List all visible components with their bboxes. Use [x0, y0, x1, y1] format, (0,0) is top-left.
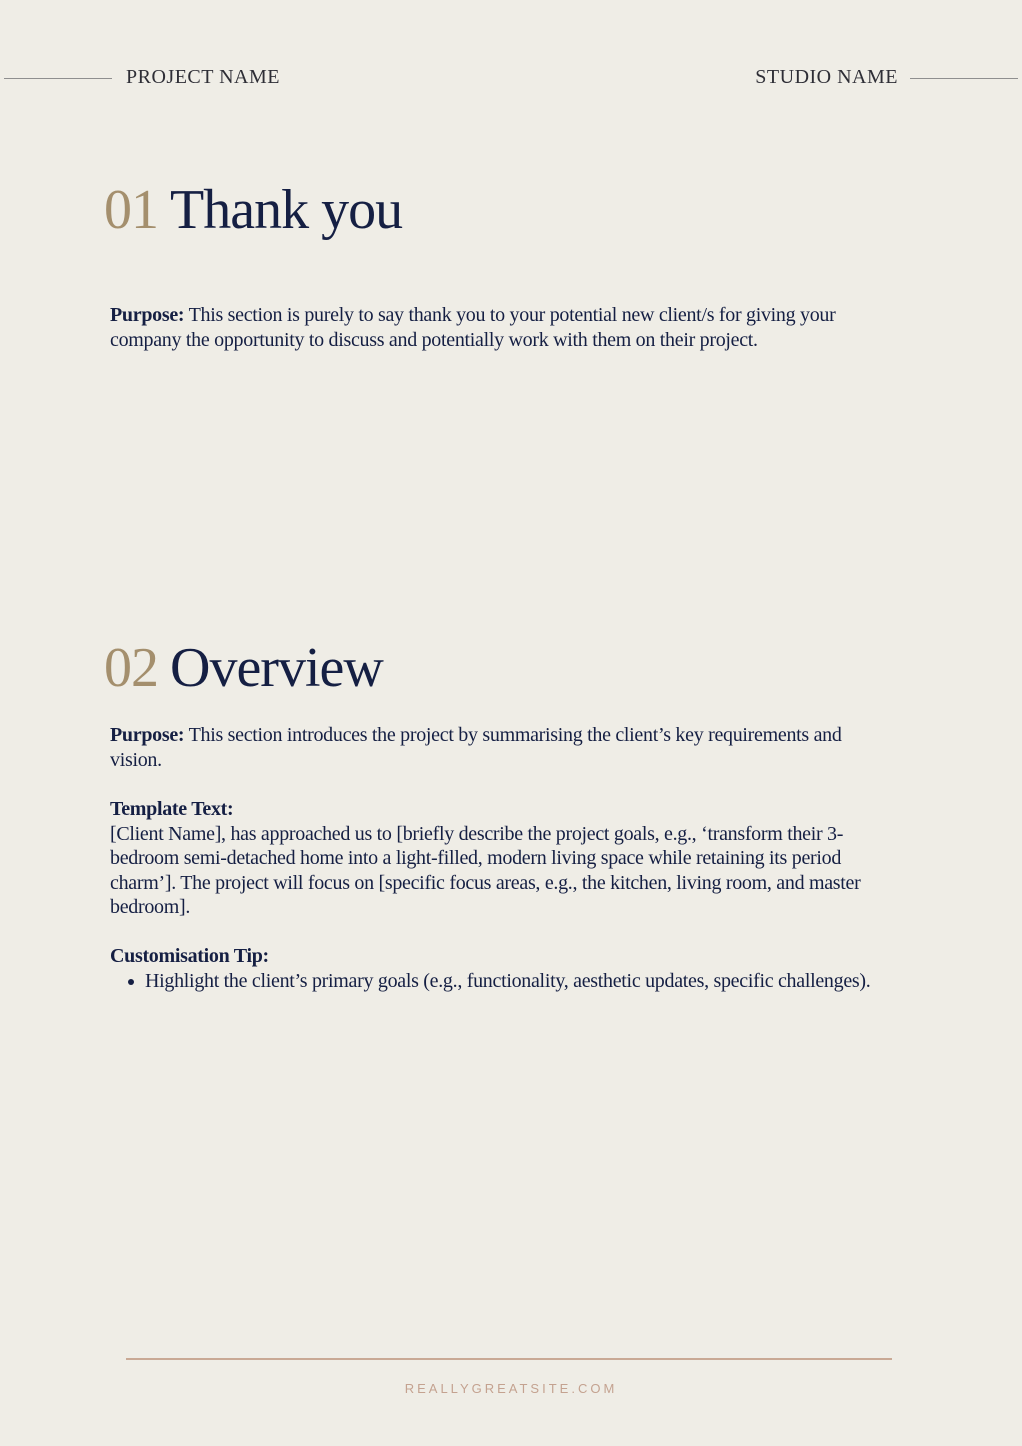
section2-purpose: [110, 723, 890, 772]
section2-template-text: [110, 797, 890, 920]
tip-label: Customisation Tip:: [110, 945, 269, 967]
list-item: Highlight the client’s primary goals (e.g., functionality, aesthetic updates, specific challenges).: [145, 969, 890, 994]
footer-website: REALLYGREATSITE.COM: [404, 1381, 618, 1396]
footer-rule: [126, 1358, 892, 1360]
purpose-text: This section is purely to say thank you to your potential new client/s for giving your company the opportunity to discuss and potentially work with them on their project.: [110, 304, 836, 351]
section-title: Thank you: [170, 179, 403, 241]
header-rule-right: [910, 78, 1018, 79]
template-body: [Client Name], has approached us to [briefly describe the project goals, e.g., ‘transform their 3-bedroom semi-detached home into a light-filled, modern living space while retaining its period charm’]. The project will focus on [specific focus areas, e.g., the kitchen, living room, and master bedroom].: [110, 822, 861, 918]
header-rule-left: [4, 78, 112, 79]
project-name: PROJECT NAME: [126, 66, 280, 88]
section1-purpose: [110, 303, 890, 352]
purpose-label: Purpose:: [110, 304, 185, 326]
section-number: 02: [104, 637, 158, 699]
section-number: 01: [104, 179, 158, 241]
template-label: Template Text:: [110, 798, 234, 820]
section-title: Overview: [170, 637, 383, 699]
studio-name: STUDIO NAME: [755, 66, 898, 88]
tip-list: [110, 969, 890, 994]
section-heading-thank-you: [104, 179, 403, 241]
purpose-text: This section introduces the project by summarising the client’s key requirements and vision.: [110, 724, 842, 771]
purpose-label: Purpose:: [110, 724, 185, 746]
section-heading-overview: [104, 637, 383, 699]
section2-customisation-tip: [110, 944, 890, 993]
